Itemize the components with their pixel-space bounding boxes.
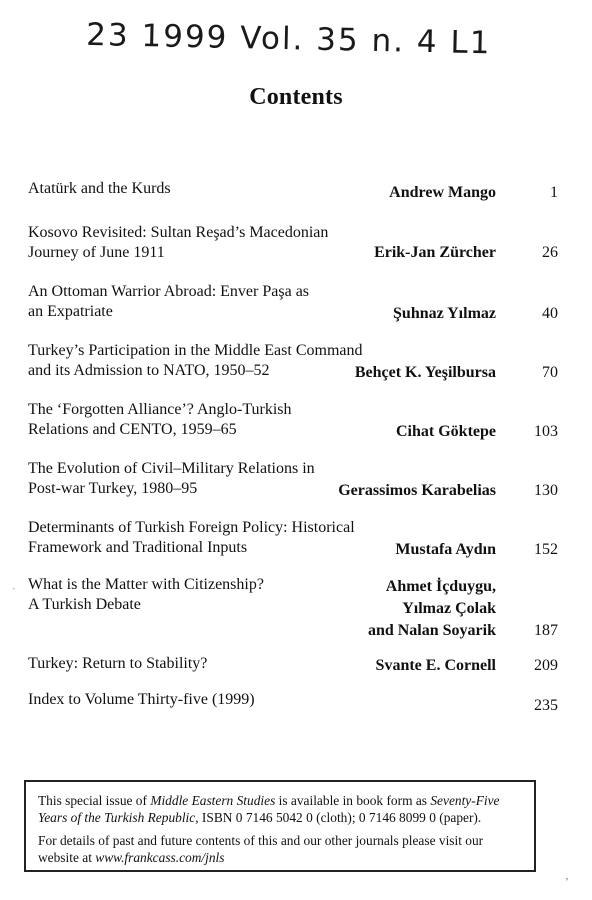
contents-entry[interactable]	[28, 518, 558, 560]
entry-title-line: Atatürk and the Kurds	[28, 180, 171, 197]
entry-author: Cihat Göktepe	[396, 423, 496, 440]
entry-page: 130	[534, 482, 558, 499]
entry-page: 70	[542, 364, 558, 381]
entry-author: Ahmet İçduygu,	[385, 578, 496, 595]
entry-title-line: Journey of June 1911	[28, 244, 165, 261]
entry-author: and Nalan Soyarik	[367, 622, 496, 639]
entry-page: 235	[534, 697, 558, 714]
entry-page: 26	[542, 244, 558, 261]
journal-name: Middle Eastern Studies	[150, 793, 276, 808]
entry-page: 40	[542, 305, 558, 322]
entry-title-line: Relations and CENTO, 1959–65	[28, 421, 237, 438]
entry-author: Erik-Jan Zürcher	[374, 244, 496, 261]
scan-mark: ʼ	[565, 876, 569, 888]
entry-title-line: Turkey’s Participation in the Middle East Command	[28, 342, 363, 359]
book-title: Seventy-Five Years of the Turkish Republic	[38, 793, 500, 825]
notice-text: is available in book form as	[275, 793, 431, 808]
entry-title-line: and its Admission to NATO, 1950–52	[28, 362, 270, 379]
entry-author: Mustafa Aydın	[395, 541, 496, 558]
entry-title-line: Index to Volume Thirty-five (1999)	[28, 691, 255, 708]
entry-author: Şuhnaz Yılmaz	[393, 305, 496, 322]
entry-author: Svante E. Cornell	[375, 657, 496, 674]
notice-box	[24, 780, 536, 872]
contents-entry[interactable]	[28, 282, 558, 324]
contents-entry[interactable]	[28, 341, 558, 383]
entry-title-line: Determinants of Turkish Foreign Policy: Historical	[28, 519, 355, 536]
entry-title-line: an Expatriate	[28, 303, 113, 320]
entry-title-line: Post-war Turkey, 1980–95	[28, 480, 198, 497]
handwritten-note: 23 1999 Vol. 35 n. 4 L1	[85, 16, 492, 62]
scan-mark: ˌ	[12, 578, 16, 590]
contents-entry[interactable]	[28, 400, 558, 442]
entry-page: 209	[534, 657, 558, 674]
entry-title-line: Turkey: Return to Stability?	[28, 655, 208, 672]
entry-page: 152	[534, 541, 558, 558]
contents-entry[interactable]	[28, 179, 558, 201]
entry-page: 187	[534, 622, 558, 639]
entry-title-line: The Evolution of Civil–Military Relations in	[28, 460, 315, 477]
notice-text: For details of past and future contents of this and our other journals please visit our website at	[38, 833, 484, 865]
entry-title-line: An Ottoman Warrior Abroad: Enver Paşa as	[28, 283, 310, 300]
entry-author: Yılmaz Çolak	[402, 600, 496, 617]
entry-page: 1	[550, 184, 558, 201]
contents-entry[interactable]	[28, 223, 558, 265]
page-title: Contents	[249, 84, 343, 110]
contents-entry[interactable]	[28, 690, 558, 714]
notice-paragraph-website	[38, 832, 522, 866]
entry-page: 103	[534, 423, 558, 440]
entry-title-line: What is the Matter with Citizenship?	[28, 576, 264, 593]
entry-title-line: The ‘Forgotten Alliance’? Anglo-Turkish	[28, 401, 292, 418]
entry-title-line: Framework and Traditional Inputs	[28, 539, 248, 556]
contents-entry[interactable]	[28, 654, 558, 676]
notice-text: This special issue of	[38, 793, 151, 808]
entry-title-line: Kosovo Revisited: Sultan Reşad’s Macedonian	[28, 224, 329, 241]
entry-title-line: A Turkish Debate	[28, 596, 141, 613]
entry-author: Gerassimos Karabelias	[338, 482, 496, 499]
website-link[interactable]: www.frankcass.com/jnls	[95, 850, 225, 865]
entry-author: Andrew Mango	[389, 184, 496, 201]
contents-entry[interactable]	[28, 575, 558, 639]
notice-paragraph-book	[38, 792, 522, 826]
contents-entry[interactable]	[28, 459, 558, 501]
notice-text: , ISBN 0 7146 5042 0 (cloth); 0 7146 8099 0 (paper).	[195, 810, 482, 825]
entry-author: Behçet K. Yeşilbursa	[354, 364, 496, 381]
